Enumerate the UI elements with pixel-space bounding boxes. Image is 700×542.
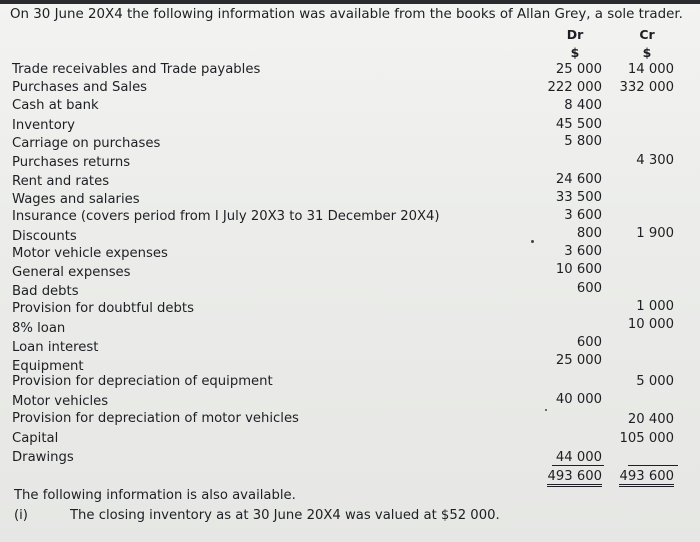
- dr-subtotal-rule: [552, 465, 604, 466]
- row-label: Motor vehicle expenses: [12, 246, 168, 261]
- row-label: Provision for doubtful debts: [12, 301, 194, 316]
- row-label: Drawings: [12, 450, 74, 465]
- cr-value: 332 000: [619, 80, 674, 95]
- dr-value: 33 500: [555, 190, 602, 205]
- dr-value: 8 400: [564, 98, 602, 113]
- row-label: Loan interest: [12, 340, 99, 355]
- row-label: Wages and salaries: [12, 192, 140, 207]
- info-item-number: (i): [14, 508, 28, 523]
- dr-value: 25 000: [555, 353, 602, 368]
- dr-value: 45 500: [555, 117, 602, 132]
- row-label: Trade receivables and Trade payables: [12, 62, 261, 77]
- cr-subtotal-rule: [628, 465, 678, 466]
- dr-value: 800: [576, 226, 602, 241]
- top-border: [0, 0, 700, 4]
- row-label: Carriage on purchases: [12, 136, 161, 151]
- dr-header: Dr: [566, 27, 584, 42]
- info-item-text: The closing inventory as at 30 June 20X4 was valued at $52 000.: [70, 508, 500, 523]
- row-label: Motor vehicles: [12, 394, 109, 409]
- cr-total-value: 493 600: [619, 469, 674, 487]
- row-label: Provision for depreciation of motor vehicles: [12, 411, 299, 426]
- cr-value: 105 000: [619, 431, 674, 446]
- info-heading: The following information is also available.: [14, 488, 296, 503]
- cr-header: Cr: [639, 27, 655, 42]
- dr-value: 24 600: [555, 172, 602, 187]
- cr-value: 14 000: [627, 62, 674, 77]
- row-label: Inventory: [12, 118, 75, 133]
- dr-value: 44 000: [555, 450, 602, 465]
- intro-text: On 30 June 20X4 the following information was available from the books of Allan Grey, a sole trader.: [10, 7, 683, 22]
- row-label: Cash at bank: [12, 98, 99, 113]
- dr-value: 10 600: [555, 262, 602, 277]
- row-label: Provision for depreciation of equipment: [12, 374, 273, 389]
- pen-mark: [531, 240, 534, 243]
- row-label: Insurance (covers period from I July 20X3 to 31 December 20X4): [12, 209, 440, 224]
- cr-value: 1 000: [636, 299, 674, 314]
- cr-total: [619, 469, 674, 484]
- row-label: 8% loan: [12, 321, 66, 336]
- row-label: Discounts: [12, 229, 77, 244]
- dr-value: 3 600: [564, 244, 602, 259]
- dr-total: [547, 469, 602, 484]
- cr-value: 4 300: [636, 153, 674, 168]
- cr-value: 20 400: [627, 412, 674, 427]
- row-label: Capital: [12, 431, 59, 446]
- dr-value: 40 000: [555, 392, 602, 407]
- cr-value: 10 000: [627, 317, 674, 332]
- dr-total-value: 493 600: [547, 469, 602, 487]
- dr-value: 222 000: [547, 80, 602, 95]
- cr-currency: $: [642, 45, 652, 60]
- cr-value: 1 900: [636, 226, 674, 241]
- row-label: Rent and rates: [12, 174, 110, 189]
- dr-value: 600: [576, 281, 602, 296]
- dr-value: 25 000: [555, 62, 602, 77]
- row-label: Purchases returns: [12, 155, 131, 170]
- dr-value: 3 600: [564, 208, 602, 223]
- dr-value: 5 800: [564, 134, 602, 149]
- info-item: [14, 508, 500, 523]
- dr-currency: $: [570, 45, 580, 60]
- row-label: Bad debts: [12, 284, 79, 299]
- dr-value: 600: [576, 335, 602, 350]
- row-label: Purchases and Sales: [12, 80, 148, 95]
- cr-value: 5 000: [636, 374, 674, 389]
- row-label: Equipment: [12, 359, 84, 374]
- row-label: General expenses: [12, 265, 131, 280]
- pen-mark: [545, 409, 547, 411]
